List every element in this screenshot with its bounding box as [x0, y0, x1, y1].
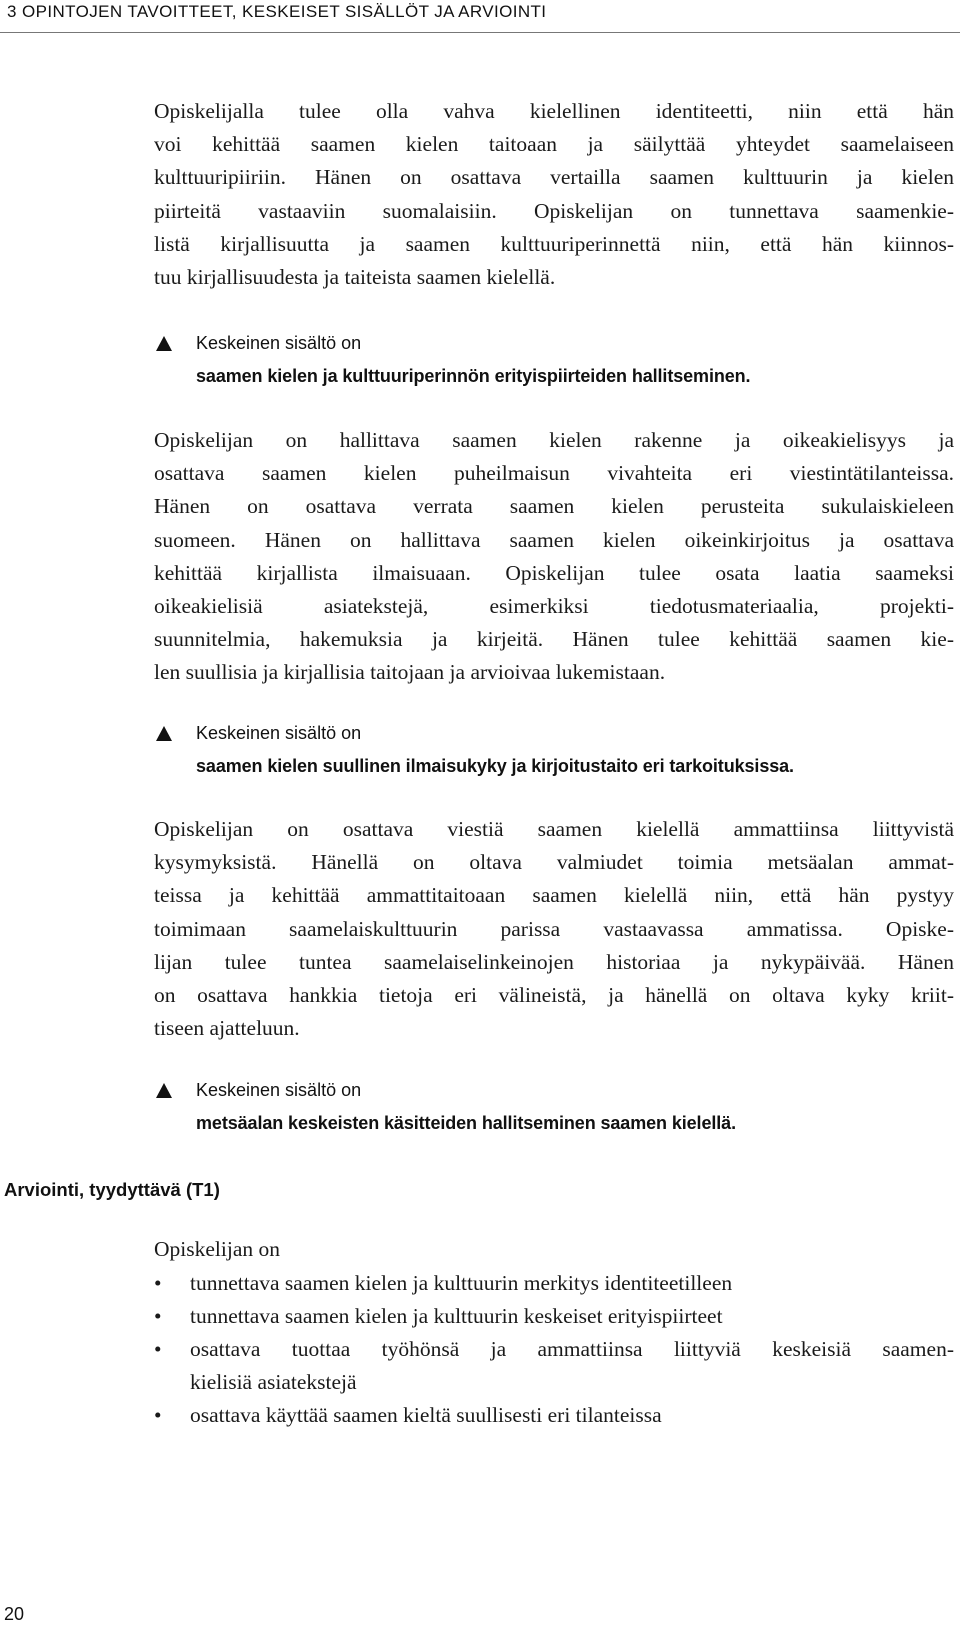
- key-content-text: saamen kielen ja kulttuuriperinnön erityispiirteiden hallitseminen.: [196, 366, 751, 386]
- bullet-icon: •: [154, 1403, 162, 1427]
- paragraph-line: len suullisia ja kirjallisia taitojaan ja arvioivaa lukemistaan.: [154, 660, 666, 685]
- paragraph-line: osattava saamen kielen puheilmaisun vivahteita eri viestintätilanteissa.: [154, 461, 954, 486]
- paragraph-line: tiseen ajatteluun.: [154, 1016, 300, 1041]
- paragraph-line: lijan tulee tuntea saamelaiselinkeinojen historiaa ja nykypäivää. Hänen: [154, 949, 954, 974]
- key-content-title: Keskeinen sisältö on: [196, 723, 362, 743]
- paragraph-line: Opiskelijan on hallittava saamen kielen rakenne ja oikeakielisyys ja: [154, 428, 954, 452]
- key-content-title: Keskeinen sisältö on: [196, 1080, 362, 1100]
- paragraph-line: suomeen. Hänen on hallittava saamen kielen oikeinkirjoitus ja osattava: [154, 527, 954, 552]
- paragraph-line: on osattava hankkia tietoja eri välineistä, ja hänellä on oltava kyky kriit-: [154, 983, 954, 1008]
- key-content-text: metsäalan keskeisten käsitteiden hallitseminen saamen kielellä.: [196, 1113, 736, 1133]
- assessment-intro: Opiskelijan on: [154, 1237, 280, 1261]
- paragraph-line: Opiskelijalla tulee olla vahva kielellinen identiteetti, niin että hän: [154, 99, 954, 123]
- assessment-heading: Arviointi, tyydyttävä (T1): [4, 1179, 220, 1200]
- key-content-title: Keskeinen sisältö on: [196, 333, 362, 353]
- list-item-text: osattava tuottaa työhönsä ja ammattiinsa liittyviä keskeisiä saamen-: [190, 1337, 954, 1361]
- list-item: [154, 1399, 954, 1432]
- paragraph-line: oikeakielisiä asiatekstejä, esimerkiksi tiedotusmateriaalia, projekti-: [154, 594, 954, 619]
- paragraph-line: listä kirjallisuutta ja saamen kulttuuriperinnettä niin, että hän kiinnos-: [154, 231, 954, 256]
- running-header: 3 OPINTOJEN TAVOITTEET, KESKEISET SISÄLLÖT JA ARVIOINTI: [7, 2, 547, 21]
- paragraph-line: kulttuuripiiriin. Hänen on osattava vertailla saamen kulttuurin ja kielen: [154, 165, 954, 190]
- key-content-text: saamen kielen suullinen ilmaisukyky ja kirjoitustaito eri tarkoituksissa.: [196, 756, 794, 776]
- triangle-bullet-icon: [156, 726, 172, 741]
- paragraph-line: Hänen on osattava verrata saamen kielen perusteita sukulaiskieleen: [154, 494, 954, 519]
- list-item: [154, 1267, 954, 1300]
- paragraph-line: voi kehittää saamen kielen taitoaan ja säilyttää yhteydet saamelaiseen: [154, 132, 954, 157]
- header-rule: [0, 32, 960, 33]
- body-paragraph-2: [154, 424, 954, 690]
- paragraph-line: Opiskelijan on osattava viestiä saamen kielellä ammattiinsa liittyvistä: [154, 817, 954, 841]
- body-paragraph-3: [154, 813, 954, 1045]
- paragraph-line: toimimaan saamelaiskulttuurin parissa vastaavassa ammatissa. Opiske-: [154, 916, 954, 941]
- list-item-text: kielisiä asiatekstejä: [190, 1370, 357, 1394]
- triangle-bullet-icon: [156, 1083, 172, 1098]
- bullet-icon: •: [154, 1337, 162, 1361]
- triangle-bullet-icon: [156, 336, 172, 351]
- paragraph-line: suunnitelmia, hakemuksia ja kirjeitä. Hänen tulee kehittää saamen kie-: [154, 627, 954, 652]
- paragraph-line: kehittää kirjallista ilmaisuaan. Opiskelijan tulee osata laatia saameksi: [154, 560, 954, 585]
- paragraph-line: piirteitä vastaaviin suomalaisiin. Opiskelijan on tunnettava saamenkie-: [154, 198, 954, 223]
- paragraph-line: kysymyksistä. Hänellä on oltava valmiudet toimia metsäalan ammat-: [154, 850, 954, 875]
- assessment-bullet-list: [154, 1267, 954, 1432]
- list-item-text: osattava käyttää saamen kieltä suullisesti eri tilanteissa: [190, 1403, 662, 1427]
- bullet-icon: •: [154, 1304, 162, 1328]
- list-item-text: tunnettava saamen kielen ja kulttuurin keskeiset erityispiirteet: [190, 1304, 723, 1328]
- body-paragraph-1: [154, 95, 954, 294]
- list-item-text: tunnettava saamen kielen ja kulttuurin merkitys identiteetilleen: [190, 1271, 733, 1295]
- bullet-icon: •: [154, 1271, 162, 1295]
- list-item: [154, 1300, 954, 1333]
- page-number: 20: [4, 1604, 25, 1624]
- paragraph-line: teissa ja kehittää ammattitaitoaan saamen kielellä niin, että hän pystyy: [154, 883, 954, 908]
- list-item: [154, 1333, 954, 1399]
- paragraph-line: tuu kirjallisuudesta ja taiteista saamen kielellä.: [154, 265, 556, 290]
